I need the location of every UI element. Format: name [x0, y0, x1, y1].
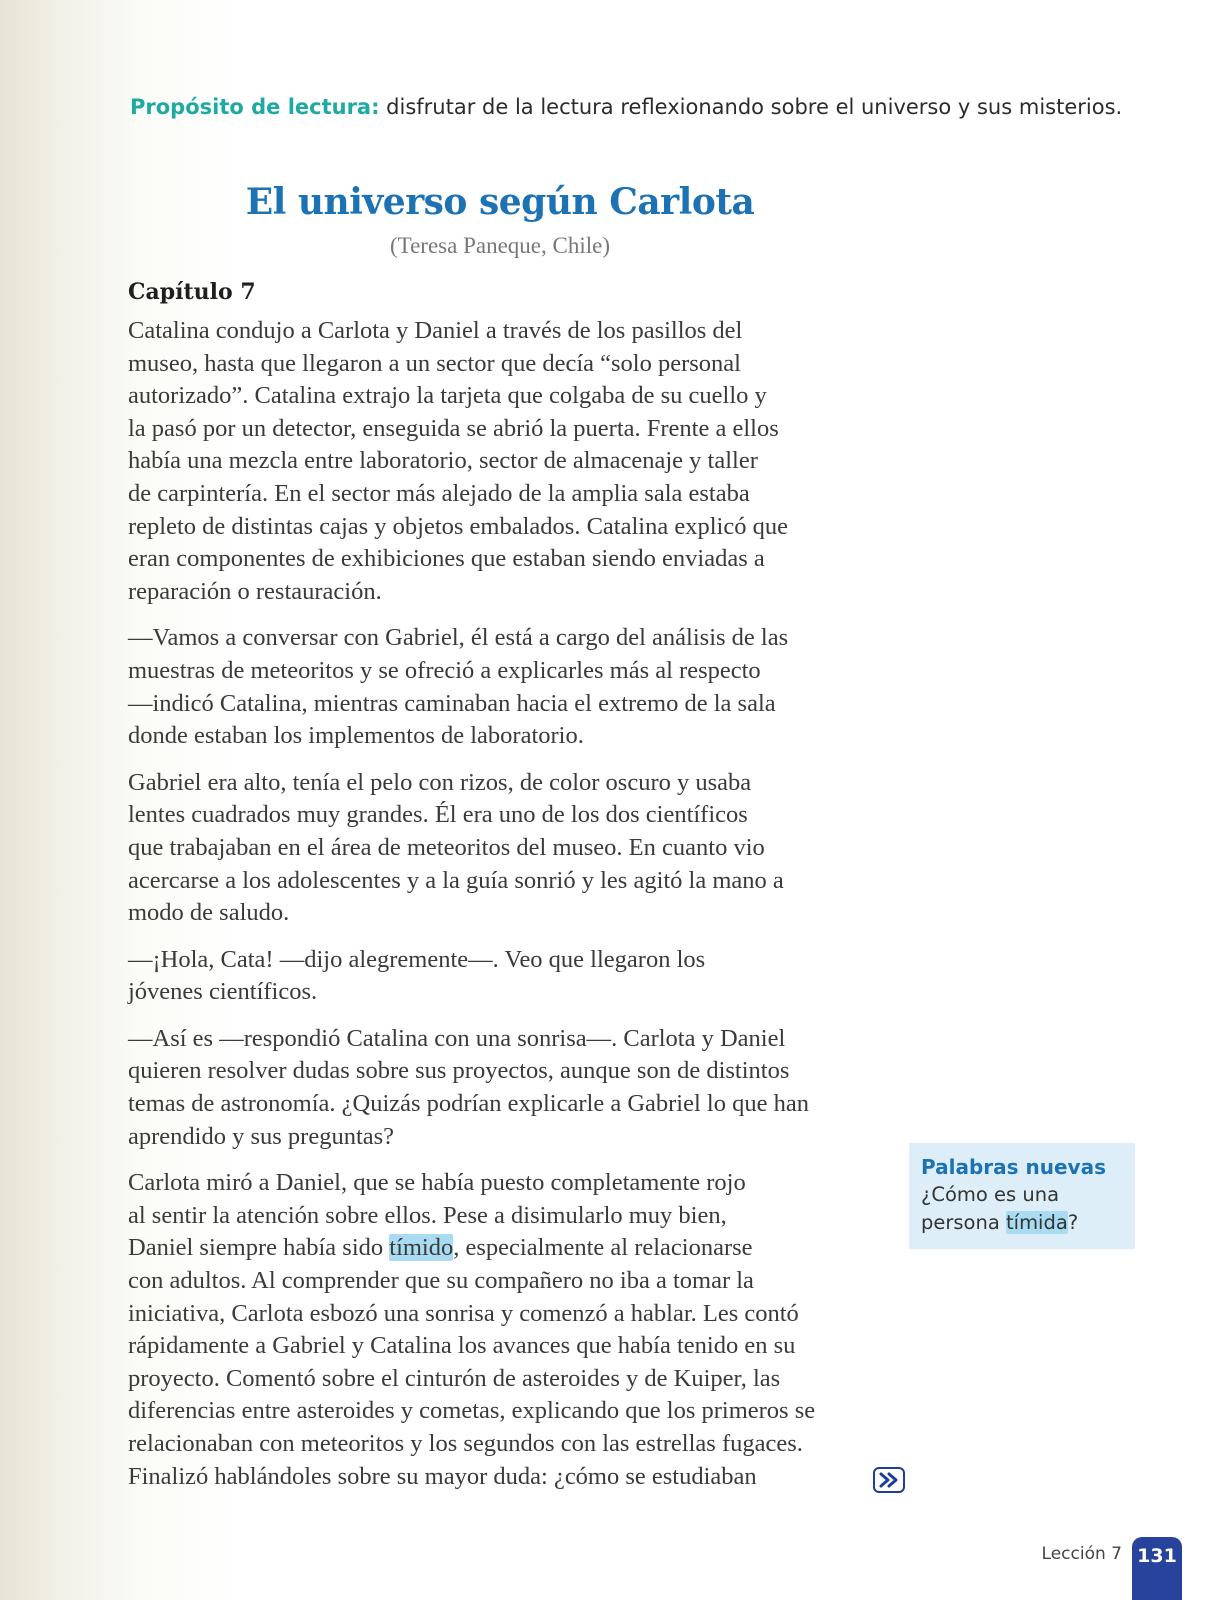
text-fragment: , especialmente al relacionarse [453, 1234, 753, 1262]
story-body [128, 315, 888, 1507]
text-line: donde estaban los implementos de laboratorio. [128, 722, 584, 750]
text-line: proyecto. Comentó sobre el cinturón de asteroides y de Kuiper, las [128, 1364, 781, 1392]
story-paragraphs [128, 315, 888, 1153]
text-line: temas de astronomía. ¿Quizás podrían explicarle a Gabriel lo que han [128, 1090, 809, 1118]
text-line: iniciativa, Carlota esbozó una sonrisa y comenzó a hablar. Les contó [128, 1299, 799, 1327]
text-line: acercarse a los adolescentes y a la guía sonrió y les agitó la mano a [128, 866, 784, 894]
text-line: eran componentes de exhibiciones que estaban siendo enviadas a [128, 545, 765, 573]
new-words-question-line [921, 1209, 1123, 1237]
text-line: diferencias entre asteroides y cometas, explicando que los primeros se [128, 1397, 816, 1425]
reading-purpose-text: disfrutar de la lectura reflexionando sobre el universo y sus misterios. [379, 95, 1123, 119]
text-line: Gabriel era alto, tenía el pelo con rizos, de color oscuro y usaba [128, 768, 752, 796]
reading-purpose [130, 92, 1190, 122]
text-fragment: Daniel siempre había sido [128, 1234, 390, 1262]
text-line: lentes cuadrados muy grandes. Él era uno de los dos científicos [128, 801, 748, 829]
text-line [128, 1232, 888, 1265]
text-line: rápidamente a Gabriel y Catalina los avances que había tenido en su [128, 1332, 796, 1360]
double-chevron-right-glyph [878, 1472, 900, 1488]
story-paragraph [128, 315, 888, 608]
story-paragraph [128, 767, 888, 930]
text-line: —Vamos a conversar con Gabriel, él está a cargo del análisis de las [128, 624, 789, 652]
highlighted-word-timida: tímida [1006, 1211, 1068, 1234]
last-paragraph-rest [128, 1265, 888, 1493]
text-line: que trabajaban en el área de meteoritos del museo. En cuanto vio [128, 833, 765, 861]
double-chevron-right-icon[interactable] [873, 1467, 905, 1493]
text-fragment: ? [1067, 1211, 1079, 1234]
text-line: —indicó Catalina, mientras caminaban hacia el extremo de la sala [128, 689, 776, 717]
story-title: El universo según Carlota [245, 181, 755, 223]
new-words-title: Palabras nuevas [921, 1155, 1106, 1179]
text-line: autorizado”. Catalina extrajo la tarjeta que colgaba de su cuello y [128, 382, 767, 410]
lesson-label: Lección 7 [1041, 1544, 1122, 1564]
text-line: relacionaban con meteoritos y los segundos con las estrellas fugaces. [128, 1430, 803, 1457]
story-author: (Teresa Paneque, Chile) [390, 233, 610, 258]
text-line: la pasó por un detector, enseguida se abrió la puerta. Frente a ellos [128, 414, 779, 442]
text-line: jóvenes científicos. [128, 978, 318, 1006]
story-paragraph [128, 944, 888, 1009]
text-fragment: persona [921, 1211, 1006, 1234]
chapter-heading: Capítulo 7 [128, 279, 256, 305]
text-line: había una mezcla entre laboratorio, sector de almacenaje y taller [128, 447, 758, 475]
text-line: museo, hasta que llegaron a un sector que decía “solo personal [128, 349, 741, 377]
story-paragraph-last [128, 1167, 888, 1493]
story-paragraph [128, 1023, 888, 1153]
text-line: Finalizó hablándoles sobre su mayor duda: ¿cómo se estudiaban [128, 1462, 757, 1490]
text-line: muestras de meteoritos y se ofreció a explicarles más al respecto [128, 656, 761, 684]
text-line: reparación o restauración. [128, 577, 382, 605]
text-line: quieren resolver dudas sobre sus proyectos, aunque son de distintos [128, 1057, 790, 1085]
text-line: —¡Hola, Cata! —dijo alegremente—. Veo que llegaron los [128, 945, 706, 973]
story-paragraph [128, 622, 888, 752]
highlighted-word-timido: tímido [389, 1234, 454, 1262]
text-line: Catalina condujo a Carlota y Daniel a través de los pasillos del [128, 317, 743, 344]
reading-purpose-label: Propósito de lectura: [130, 95, 380, 119]
text-line: con adultos. Al comprender que su compañero no iba a tomar la [128, 1267, 754, 1295]
text-line: Carlota miró a Daniel, que se había puesto completamente rojo [128, 1169, 746, 1197]
text-line: de carpintería. En el sector más alejado de la amplia sala estaba [128, 479, 750, 507]
page-number: 131 [1132, 1537, 1182, 1600]
new-words-box [909, 1143, 1135, 1249]
text-line: —Así es —respondió Catalina con una sonrisa—. Carlota y Daniel [128, 1024, 786, 1052]
new-words-question-line: ¿Cómo es una [921, 1183, 1060, 1206]
text-line: al sentir la atención sobre ellos. Pese a disimularlo muy bien, [128, 1201, 727, 1229]
text-line: modo de saludo. [128, 899, 290, 927]
text-line: aprendido y sus preguntas? [128, 1122, 395, 1150]
text-line: repleto de distintas cajas y objetos embalados. Catalina explicó que [128, 512, 788, 540]
